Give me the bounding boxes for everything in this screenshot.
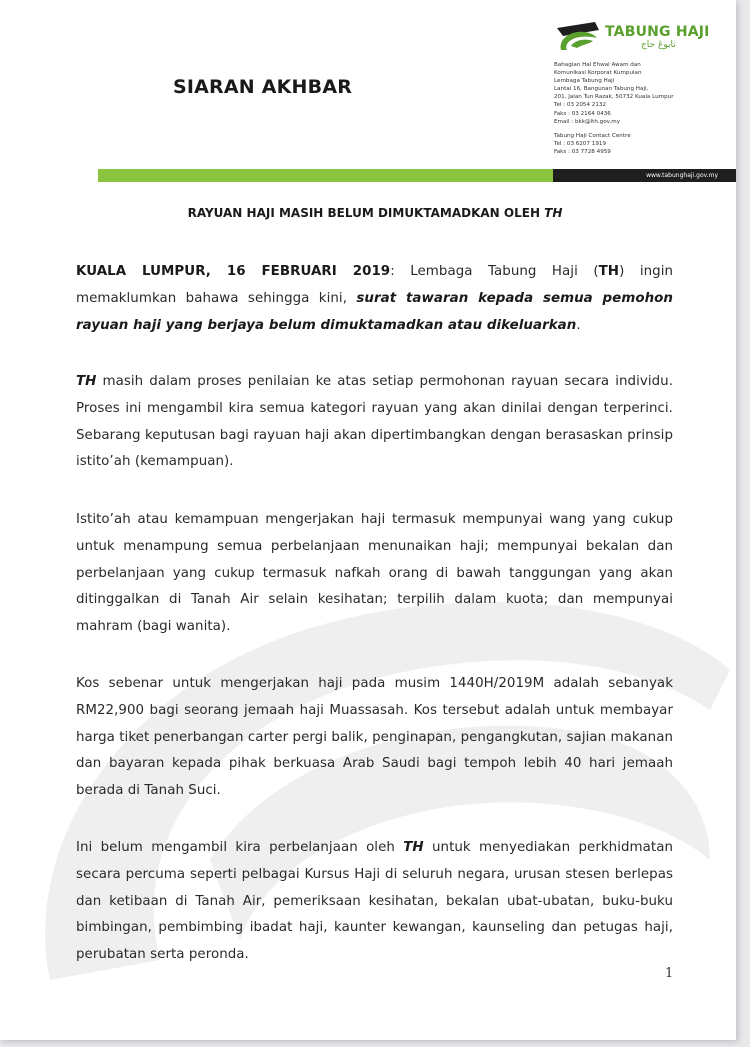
contact-block [554, 61, 724, 156]
tabung-haji-logo [555, 20, 710, 54]
page-number: 1 [665, 966, 674, 981]
paragraph-2: TH masih dalam proses penilaian ke atas setiap permohonan rayuan secara individu. Proses ini mengambil kira semua kategori rayuan yang akan dinilai dengan terperinci. Sebarang keputusan bagi rayuan haji akan dipertimbangkan dengan berasaskan prinsip istito’ah (kemampuan). [76, 374, 673, 470]
paragraph-1: KUALA LUMPUR, 16 FEBRUARI 2019: Lembaga Tabung Haji (TH) ingin memaklumkan bahawa sehingga kini, surat tawaran kepada semua pemohon rayuan haji yang berjaya belum dimuktamadkan atau dikeluarkan. [76, 264, 674, 333]
logo-text: TABUNG HAJI [605, 24, 710, 40]
logo-arabic-text: تابوڠ حاج [641, 40, 676, 50]
contact-line: Bahagian Hal Ehwal Awam dan [554, 62, 641, 68]
paragraph-3: Istito’ah atau kemampuan mengerjakan haji termasuk mempunyai wang yang cukup untuk menampung semua perbelanjaan menunaikan haji; mempunyai bekalan dan perbelanjaan yang cukup termasuk nafkah orang di bawah tanggungan yang akan ditinggalkan di Tanah Air selain kesihatan; terpilih dalam kuota; dan mempunyai mahram (bagi wanita). [76, 512, 673, 635]
contact-centre-line: Faks : 03 7728 4959 [554, 148, 611, 155]
contact-centre-line: Tel : 03 6207 1919 [554, 140, 607, 147]
release-title: SIARAN AKHBAR [173, 76, 353, 98]
website-band [553, 169, 736, 182]
paragraph-5: Ini belum mengambil kira perbelanjaan oleh TH untuk menyediakan perkhidmatan secara percuma seperti pelbagai Kursus Haji di seluruh negara, urusan stesen berlepas dan ketibaan di Tanah Air, pemeriksaan kesihatan, bekalan ubat-ubatan, buku-buku bimbingan, pembimbing ibadat haji, kaunter kewangan, kaunseling dan petugas haji, perubatan serta peronda. [76, 840, 673, 963]
contact-line: Lembaga Tabung Haji [554, 78, 615, 85]
contact-line: Lantai 16, Bangunan Tabung Haji, [554, 86, 649, 93]
tabung-haji-logo-icon [555, 20, 601, 54]
website-url: www.tabunghaji.gov.my [646, 172, 718, 179]
contact-centre-line: Tabung Haji Contact Centre [554, 132, 631, 139]
dateline: KUALA LUMPUR, 16 FEBRUARI 2019 [76, 264, 391, 279]
press-headline: RAYUAN HAJI MASIH BELUM DIMUKTAMADKAN OLEH TH [187, 206, 563, 220]
contact-line: Email : bkk@lth.gov.my [554, 118, 621, 125]
contact-line: Tel : 03 2054 2132 [554, 102, 607, 109]
contact-line: Komunikasi Korporat Kumpulan [554, 70, 642, 77]
emphasis-text: surat tawaran kepada semua pemohon rayuan haji yang berjaya belum dimuktamadkan atau dikeluarkan [76, 290, 673, 333]
paragraph-4: Kos sebenar untuk mengerjakan haji pada musim 1440H/2019M adalah sebanyak RM22,900 bagi seorang jemaah haji Muassasah. Kos tersebut adalah untuk membayar harga tiket penerbangan carter pergi balik, penginapan, pengangkutan, sajian makanan dan bayaran kepada pihak berkuasa Arab Saudi bagi tempoh lebih 40 hari jemaah berada di Tanah Suci. [76, 676, 673, 799]
contact-line: Faks : 03 2164 0436 [554, 110, 611, 117]
contact-line: 201, Jalan Tun Razak, 50732 Kuala Lumpur [554, 94, 674, 101]
